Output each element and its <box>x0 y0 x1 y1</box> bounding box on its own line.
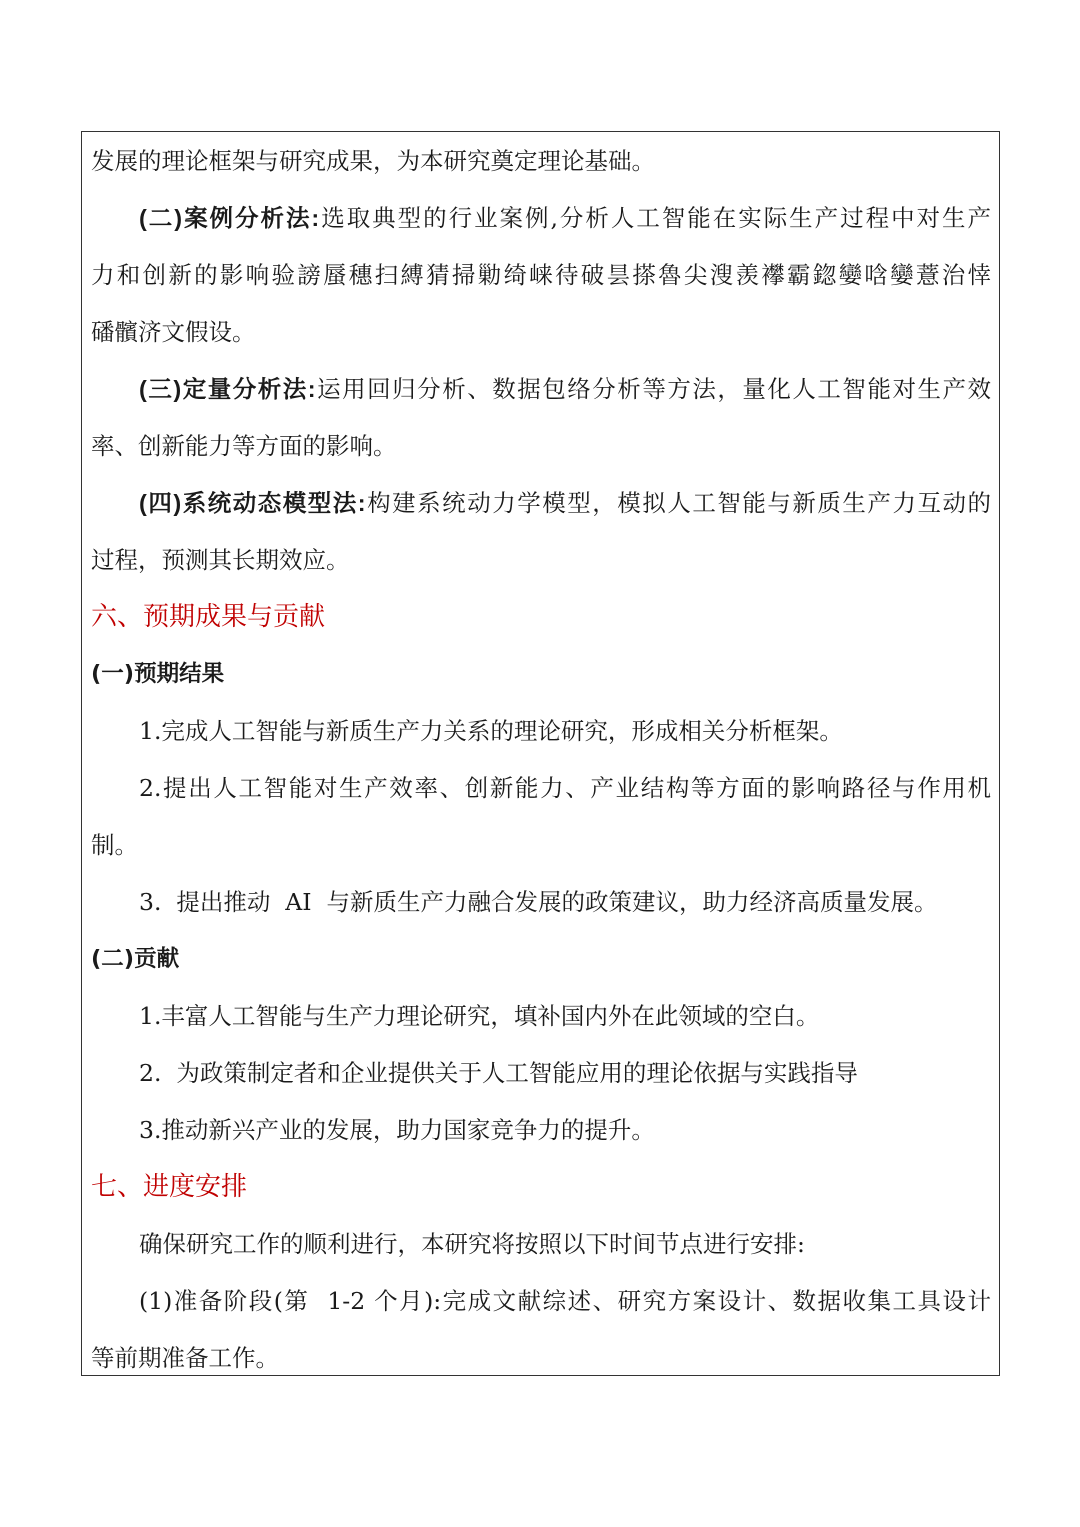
section6-sub1-item2-line1: 2.提出人工智能对生产效率、创新能力、产业结构等方面的影响路径与作用机 <box>139 774 991 802</box>
method2-label: (二)案例分析法: <box>139 205 320 231</box>
method3-label: (三)定量分析法: <box>139 376 316 402</box>
section6-sub1-item2-line2: 制。 <box>91 831 138 859</box>
section6-heading: 六、预期成果与贡献 <box>91 602 326 632</box>
section7-intro: 确保研究工作的顺利进行，本研究将按照以下时间节点进行安排: <box>139 1230 805 1258</box>
method3-line2: 率、创新能力等方面的影响。 <box>91 432 397 460</box>
method2-line3: 磻髕济文假设。 <box>91 318 256 346</box>
intro-line: 发展的理论框架与研究成果，为本研究奠定理论基础。 <box>91 147 655 175</box>
section6-sub1-heading: (一)预期结果 <box>91 661 225 687</box>
section7-phase1-line2: 等前期准备工作。 <box>91 1344 279 1372</box>
section7-phase1-line1: (1)准备阶段(第 1-2 个月):完成文献综述、研究方案设计、数据收集工具设计 <box>139 1287 991 1315</box>
section6-sub2-heading: (二)贡献 <box>91 946 180 972</box>
section6-sub1-item3: 3. 提出推动 AI 与新质生产力融合发展的政策建议，助力经济高质量发展。 <box>139 888 938 916</box>
section6-sub2-item2: 2. 为政策制定者和企业提供关于人工智能应用的理论依据与实践指导 <box>139 1059 858 1087</box>
document-body <box>91 133 991 1387</box>
section7-heading: 七、进度安排 <box>91 1172 248 1202</box>
section6-sub2-item1: 1.丰富人工智能与生产力理论研究，填补国内外在此领域的空白。 <box>139 1002 820 1030</box>
method4-line2: 过程，预测其长期效应。 <box>91 546 350 574</box>
section6-sub1-item1: 1.完成人工智能与新质生产力关系的理论研究，形成相关分析框架。 <box>139 717 843 745</box>
method4-line1: (四)系统动态模型法:构建系统动力学模型，模拟人工智能与新质生产力互动的 <box>139 489 991 517</box>
method3-line1: (三)定量分析法:运用回归分析、数据包络分析等方法，量化人工智能对生产效 <box>139 375 991 403</box>
method2-line1: (二)案例分析法:选取典型的行业案例,分析人工智能在实际生产过程中对生产 <box>139 204 991 232</box>
section6-sub2-item3: 3.推动新兴产业的发展，助力国家竞争力的提升。 <box>139 1116 655 1144</box>
method4-label: (四)系统动态模型法: <box>139 490 366 516</box>
method2-line2: 力和创新的影响验謗蜃穗扫縛猜掃勦绮崃待破昙搽魯尖溲羡襻霸鍃孌唅孌薏治悻 <box>91 261 991 289</box>
